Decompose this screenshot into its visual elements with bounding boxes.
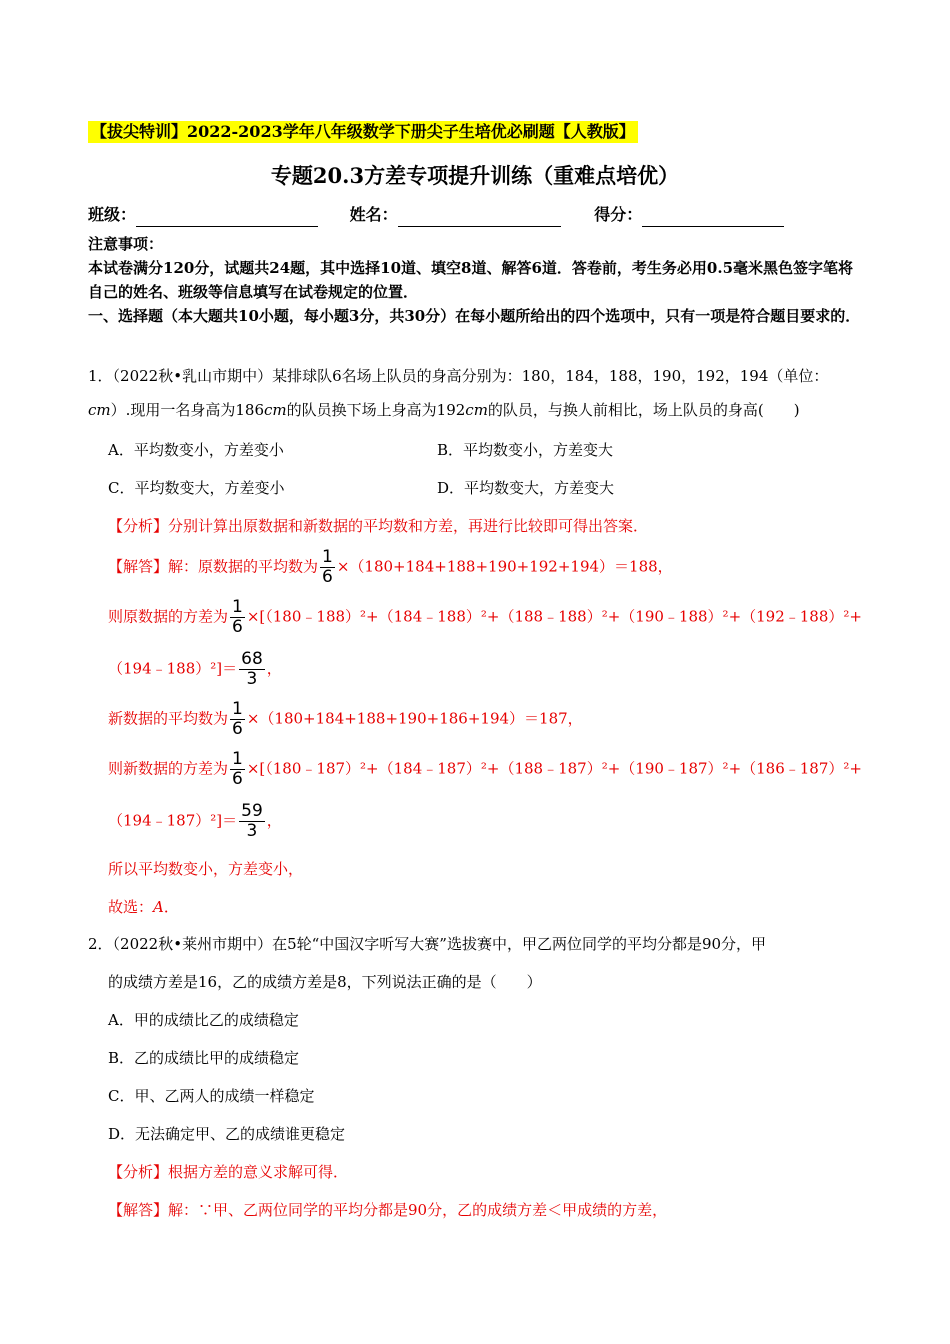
answer-text: ， (266, 811, 282, 830)
answer-text: ×（180+184+188+190+186+194）＝187， (246, 709, 583, 728)
class-blank[interactable] (136, 208, 318, 227)
frac-num: 59 (241, 801, 263, 821)
student-info-row (88, 203, 784, 227)
choice-letter: A (153, 898, 164, 916)
name-label: 姓名： (349, 205, 398, 224)
q1-answer-line1 (108, 548, 673, 587)
answer-text: 解：原数据的平均数为 (168, 557, 319, 576)
name-blank[interactable] (398, 208, 561, 227)
answer-text: 故选： (108, 898, 154, 916)
q2-answer (108, 1198, 667, 1222)
frac-den: 3 (246, 821, 258, 841)
frac-den: 6 (322, 567, 333, 587)
class-label: 班级： (88, 205, 137, 224)
q1-option-c[interactable]: C．平均数变大，方差变小 (108, 479, 285, 497)
answer-text: ×[（180﹣188）²+（184﹣188）²+（188﹣188）²+（190﹣188）²+（192﹣188）²+ (246, 607, 862, 626)
answer-text: （194﹣187）²]＝ (108, 811, 238, 830)
q1-answer-line3 (108, 650, 282, 689)
q2-option-c[interactable]: C．甲、乙两人的成绩一样稳定 (108, 1087, 315, 1105)
score-blank[interactable] (642, 208, 784, 227)
frac-num: 1 (232, 597, 243, 617)
answer-text: ×（180+184+188+190+192+194）＝188， (336, 557, 673, 576)
q2-option-b[interactable]: B．乙的成绩比甲的成绩稳定 (108, 1049, 300, 1067)
frac-den: 3 (246, 669, 258, 689)
q1-conclusion: 所以平均数变小，方差变小， (108, 860, 304, 878)
q1-line2 (88, 398, 868, 422)
fraction-one-sixth (230, 700, 245, 739)
q1-option-a[interactable]: A．平均数变小，方差变小 (108, 441, 284, 459)
q2-line2: 的成绩方差是16，乙的成绩方差是8，下列说法正确的是（ ） (108, 973, 542, 991)
answer-text: （194﹣188）²]＝ (108, 659, 238, 678)
frac-num: 1 (232, 699, 243, 719)
series-banner: 【拔尖特训】2022-2023学年八年级数学下册尖子生培优必刷题【人教版】 (88, 121, 638, 143)
answer-tag: 【解答】 (108, 1201, 169, 1219)
q1-analysis: 【分析】分别计算出原数据和新数据的平均数和方差，再进行比较即可得出答案． (108, 517, 649, 535)
unit-cm: cm (264, 401, 287, 419)
answer-text: 解：∵甲、乙两位同学的平均分都是90分，乙的成绩方差＜甲成绩的方差， (168, 1201, 668, 1219)
instructions (88, 232, 868, 328)
q2-option-d[interactable]: D．无法确定甲、乙的成绩谁更稳定 (108, 1125, 346, 1143)
page-title: 专题20.3方差专项提升训练（重难点培优） (270, 163, 680, 188)
frac-den: 6 (232, 769, 243, 789)
answer-text: ×[（180﹣187）²+（184﹣187）²+（188﹣187）²+（190﹣187）²+（186﹣187）²+ (246, 759, 862, 778)
fraction-59-3 (239, 802, 265, 841)
answer-text: ． (163, 898, 179, 916)
frac-den: 6 (232, 617, 243, 637)
fraction-68-3 (239, 650, 265, 689)
instructions-body: 本试卷满分120分，试题共24题，其中选择10道、填空8道、解答6道．答卷前，考生务必用0.5毫米黑色签字笔将自己的姓名、班级等信息填写在试卷规定的位置． (88, 259, 854, 301)
answer-text: 则新数据的方差为 (108, 759, 229, 778)
frac-den: 6 (232, 719, 243, 739)
unit-cm: cm (88, 401, 111, 419)
q2-analysis: 【分析】根据方差的意义求解可得． (108, 1163, 349, 1181)
instructions-heading: 注意事项： (88, 235, 164, 253)
q1-option-b[interactable]: B．平均数变小，方差变大 (437, 441, 614, 459)
answer-text: 则原数据的方差为 (108, 607, 229, 626)
q1-text: ）.现用一名身高为186 (110, 401, 265, 419)
score-label: 得分： (594, 205, 643, 224)
section-heading: 一、选择题（本大题共10小题，每小题3分，共30分）在每小题所给出的四个选项中，只有一项是符合题目要求的． (88, 307, 861, 325)
q2-line1: 2．（2022秋•莱州市期中）在5轮“中国汉字听写大赛”选拔赛中，甲乙两位同学的平均分都是90分，甲 (88, 935, 767, 953)
q1-answer-line6 (108, 802, 282, 841)
frac-num: 1 (232, 749, 243, 769)
frac-num: 68 (241, 649, 263, 669)
q1-choice (108, 895, 179, 919)
answer-tag: 【解答】 (108, 557, 169, 576)
q1-text: 的队员，与换人前相比，场上队员的身高( ) (487, 401, 800, 419)
fraction-one-sixth (230, 750, 245, 789)
unit-cm: cm (465, 401, 488, 419)
answer-text: ， (266, 659, 282, 678)
q1-text: 的队员换下场上身高为192 (286, 401, 466, 419)
q1-answer-line4 (108, 700, 583, 739)
q1-line1: 1．（2022秋•乳山市期中）某排球队6名场上队员的身高分别为：180，184，188，190，192，194（单位： (88, 367, 829, 385)
q1-option-d[interactable]: D．平均数变大，方差变大 (437, 479, 615, 497)
q1-answer-line5 (108, 750, 862, 789)
frac-num: 1 (322, 547, 333, 567)
fraction-one-sixth (230, 598, 245, 637)
q2-option-a[interactable]: A．甲的成绩比乙的成绩稳定 (108, 1011, 299, 1029)
fraction-one-sixth (320, 548, 335, 587)
q1-answer-line2 (108, 598, 862, 637)
answer-text: 新数据的平均数为 (108, 709, 229, 728)
